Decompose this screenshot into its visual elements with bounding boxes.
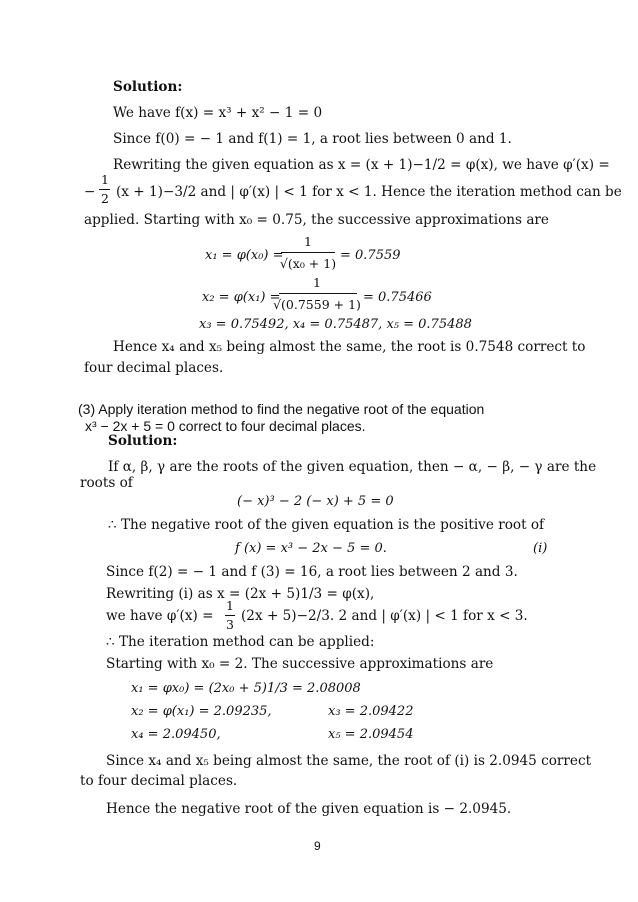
equation-line: (− x)³ − 2 (− x) + 5 = 0 xyxy=(237,494,394,509)
text-line: ∴ The negative root of the given equation is the positive root of xyxy=(108,517,545,533)
equation-tag: (i) xyxy=(533,541,548,556)
question-line: x³ − 2x + 5 = 0 correct to four decimal places. xyxy=(85,418,366,434)
iteration-line: x₄ = 2.09450, xyxy=(131,727,221,742)
equation-line: x₃ = 0.75492, x₄ = 0.75487, x₅ = 0.75488 xyxy=(199,317,472,332)
fraction-bar xyxy=(281,252,335,253)
text-line: Since x₄ and x₅ being almost the same, the root of (i) is 2.0945 correct xyxy=(106,753,592,769)
iteration-line: x₁ = φx₀) = (2x₀ + 5)1/3 = 2.08008 xyxy=(131,681,361,696)
iteration-line: x₃ = 2.09422 xyxy=(328,704,414,719)
fraction-denominator: 3 xyxy=(226,617,234,632)
text-line: Since f(2) = − 1 and f (3) = 16, a root lies between 2 and 3. xyxy=(106,564,518,580)
equation-numerator: 1 xyxy=(304,234,312,249)
fraction-denominator: 2 xyxy=(101,191,109,206)
text-line: ∴ The iteration method can be applied: xyxy=(106,634,375,650)
text-line: (2x + 5)−2/3. 2 and | φ′(x) | < 1 for x < 3. xyxy=(241,608,528,624)
text-line: We have f(x) = x³ + x² − 1 = 0 xyxy=(113,105,323,121)
text-line: Starting with x₀ = 2. The successive approximations are xyxy=(106,656,494,672)
text-line: (x + 1)−3/2 and | φ′(x) | < 1 for x < 1. Hence the iteration method can be xyxy=(116,184,622,200)
text-line: Rewriting (i) as x = (2x + 5)1/3 = φ(x), xyxy=(106,586,375,602)
equation-denominator: √(x₀ + 1) xyxy=(279,256,337,271)
fraction-bar xyxy=(279,293,357,294)
question-line: (3) Apply iteration method to find the negative root of the equation xyxy=(78,401,485,417)
text-line: we have φ′(x) = xyxy=(106,608,214,624)
text-line: Since f(0) = − 1 and f(1) = 1, a root lies between 0 and 1. xyxy=(113,131,512,147)
equation-rhs: = 0.75466 xyxy=(363,290,432,305)
minus-sign: − xyxy=(84,184,96,200)
text-line: four decimal places. xyxy=(84,360,224,376)
fraction-numerator: 1 xyxy=(101,172,109,187)
text-line: applied. Starting with x₀ = 0.75, the successive approximations are xyxy=(84,212,549,228)
text-line: If α, β, γ are the roots of the given equation, then − α, − β, − γ are the xyxy=(108,459,597,475)
text-line: to four decimal places. xyxy=(80,773,238,789)
equation-rhs: = 0.7559 xyxy=(340,248,401,263)
equation-lhs: x₁ = φ(x₀) = xyxy=(205,248,284,263)
equation-numerator: 1 xyxy=(313,275,321,290)
text-line: Rewriting the given equation as x = (x + 1)−1/2 = φ(x), we have φ′(x) = xyxy=(113,157,610,173)
fraction-bar xyxy=(99,189,110,190)
fraction-numerator: 1 xyxy=(226,598,234,613)
equation-line: f (x) = x³ − 2x − 5 = 0. xyxy=(235,541,387,556)
equation-lhs: x₂ = φ(x₁) = xyxy=(202,290,281,305)
iteration-line: x₅ = 2.09454 xyxy=(328,727,414,742)
fraction-bar xyxy=(225,615,235,616)
text-line: Hence x₄ and x₅ being almost the same, the root is 0.7548 correct to xyxy=(113,339,586,355)
page-number: 9 xyxy=(314,839,321,853)
solution-heading-1: Solution: xyxy=(113,79,183,95)
text-line: roots of xyxy=(80,475,133,491)
equation-denominator: √(0.7559 + 1) xyxy=(273,297,361,312)
text-line: Hence the negative root of the given equation is − 2.0945. xyxy=(106,801,512,817)
iteration-line: x₂ = φ(x₁) = 2.09235, xyxy=(131,704,272,719)
solution-heading-2: Solution: xyxy=(108,433,178,449)
